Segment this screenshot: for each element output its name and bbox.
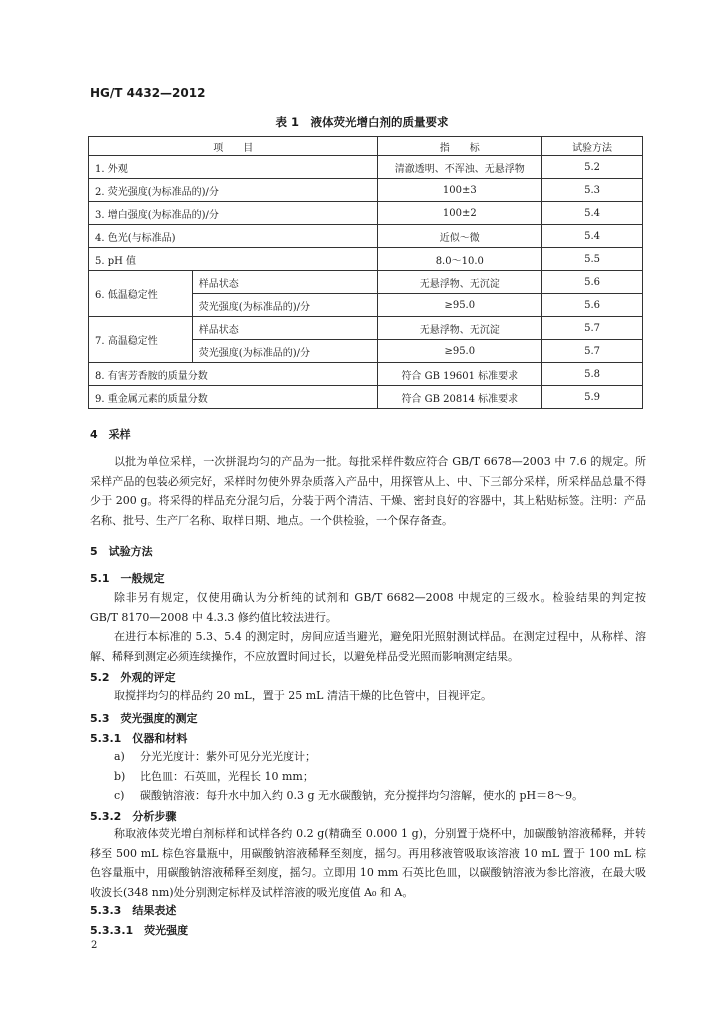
list-item-label: c) [114, 789, 125, 802]
table-row [89, 156, 643, 179]
list-item-text: 碳酸钠溶液：每升水中加入约 0.3 g 无水碳酸钠，充分搅拌均匀溶解，使水的 pH＝8～9。 [140, 789, 584, 802]
table-row [89, 271, 643, 294]
row-item: 3. 增白强度(为标准品的)/分 [89, 202, 378, 225]
header-method: 试验方法 [542, 137, 643, 156]
row-subitem: 荧光强度(为标准品的)/分 [192, 340, 378, 363]
section-4-paragraph: 以批为单位采样，一次拼混均匀的产品为一批。每批采样件数应符合 GB/T 6678—2003 中 7.6 的规定。所采样产品的包装必须完好，采样时勿使外界杂质落入产品中，用探管从上、中、下三部分采样，所采样品总量不得少于 200 g。将采得的样品充分混匀后，分装于两个清洁、干燥、密封良好的容器中，其上粘贴标签。注明：产品名称、批号、生产厂名称、取样日期、地点。一个供检验，一个保存备查。 [90, 455, 646, 527]
row-method: 5.3 [542, 179, 643, 202]
row-indicator: 100±3 [378, 179, 542, 202]
table-row [89, 386, 643, 409]
quality-requirements-table [88, 136, 643, 409]
standard-code: HG/T 4432—2012 [90, 86, 206, 100]
row-item: 2. 荧光强度(为标准品的)/分 [89, 179, 378, 202]
row-item: 8. 有害芳香胺的质量分数 [89, 363, 378, 386]
row-item: 4. 色光(与标准品) [89, 225, 378, 248]
row-item: 1. 外观 [89, 156, 378, 179]
row-item: 9. 重金属元素的质量分数 [89, 386, 378, 409]
row-item: 5. pH 值 [89, 248, 378, 271]
section-4-heading: 4 采样 [90, 428, 131, 441]
row-method: 5.9 [542, 386, 643, 409]
table-row [89, 248, 643, 271]
section-5-1-heading: 5.1 一般规定 [90, 572, 165, 585]
section-5-1-paragraph-1: 除非另有规定，仅使用确认为分析纯的试剂和 GB/T 6682—2008 中规定的三级水。检验结果的判定按 GB/T 8170—2008 中 4.3.3 修约值比较法进行。 [90, 591, 646, 624]
row-subitem: 样品状态 [192, 271, 378, 294]
list-item-text: 分光光度计：紫外可见分光光度计； [140, 750, 316, 763]
section-5-3-2-paragraph: 称取液体荧光增白剂标样和试样各约 0.2 g(精确至 0.000 1 g)，分别置于烧杯中，加碳酸钠溶液稀释，并转移至 500 mL 棕色容量瓶中，用碳酸钠溶液稀释至刻度，摇匀。再用移液管吸取该溶液 10 mL 置于 100 mL 棕色容量瓶中，用碳酸钠溶液稀释至刻度，摇匀。立即用 10 mm 石英比色皿，以碳酸钠溶液为参比溶液，在最大吸收波长(348 nm)处分别测定标样及试样溶液的吸光度值 A₀ 和 A。 [90, 827, 646, 899]
row-indicator: 符合 GB 19601 标准要求 [378, 363, 542, 386]
table-row [89, 225, 643, 248]
row-method: 5.4 [542, 225, 643, 248]
section-5-3-2-heading: 5.3.2 分析步骤 [90, 810, 177, 823]
row-method: 5.7 [542, 317, 643, 340]
section-5-heading: 5 试验方法 [90, 545, 153, 558]
row-group: 7. 高温稳定性 [89, 317, 193, 363]
table-header-row [89, 137, 643, 156]
table-row [89, 363, 643, 386]
list-item-text: 比色皿：石英皿，光程长 10 mm； [140, 770, 314, 783]
row-indicator: 符合 GB 20814 标准要求 [378, 386, 542, 409]
row-indicator: 无悬浮物、无沉淀 [378, 271, 542, 294]
section-5-2-heading: 5.2 外观的评定 [90, 671, 176, 684]
row-method: 5.6 [542, 294, 643, 317]
header-item: 项 目 [89, 137, 378, 156]
row-subitem: 荧光强度(为标准品的)/分 [192, 294, 378, 317]
row-method: 5.5 [542, 248, 643, 271]
row-method: 5.2 [542, 156, 643, 179]
row-indicator: 8.0～10.0 [378, 248, 542, 271]
row-indicator: ≥95.0 [378, 294, 542, 317]
row-indicator: 100±2 [378, 202, 542, 225]
page-number: 2 [91, 940, 98, 951]
table-row [89, 179, 643, 202]
list-item [114, 748, 316, 764]
table-row [89, 317, 643, 340]
section-5-3-3-1-heading: 5.3.3.1 荧光强度 [90, 924, 189, 937]
list-item [114, 787, 583, 803]
row-method: 5.4 [542, 202, 643, 225]
section-5-1-paragraph-2: 在进行本标准的 5.3、5.4 的测定时，房间应适当避光，避免阳光照射测试样品。在测定过程中，从称样、溶解、稀释到测定必须连续操作，不应放置时间过长，以避免样品受光照而影响测定结果。 [90, 630, 646, 663]
table-title: 表 1 液体荧光增白剂的质量要求 [275, 115, 449, 129]
row-indicator: 清澈透明、不浑浊、无悬浮物 [378, 156, 542, 179]
row-method: 5.6 [542, 271, 643, 294]
section-5-3-1-heading: 5.3.1 仪器和材料 [90, 732, 188, 745]
list-item-label: a) [114, 750, 125, 763]
section-5-3-3-heading: 5.3.3 结果表述 [90, 904, 177, 917]
row-method: 5.8 [542, 363, 643, 386]
list-item [114, 768, 314, 784]
row-indicator: 无悬浮物、无沉淀 [378, 317, 542, 340]
row-group: 6. 低温稳定性 [89, 271, 193, 317]
row-indicator: ≥95.0 [378, 340, 542, 363]
row-method: 5.7 [542, 340, 643, 363]
list-item-label: b) [114, 770, 126, 783]
row-indicator: 近似～微 [378, 225, 542, 248]
row-subitem: 样品状态 [192, 317, 378, 340]
section-5-2-paragraph: 取搅拌均匀的样品约 20 mL，置于 25 mL 清洁干燥的比色管中，目视评定。 [114, 689, 492, 702]
table-row [89, 202, 643, 225]
header-indicator: 指 标 [378, 137, 542, 156]
section-5-3-heading: 5.3 荧光强度的测定 [90, 712, 198, 725]
